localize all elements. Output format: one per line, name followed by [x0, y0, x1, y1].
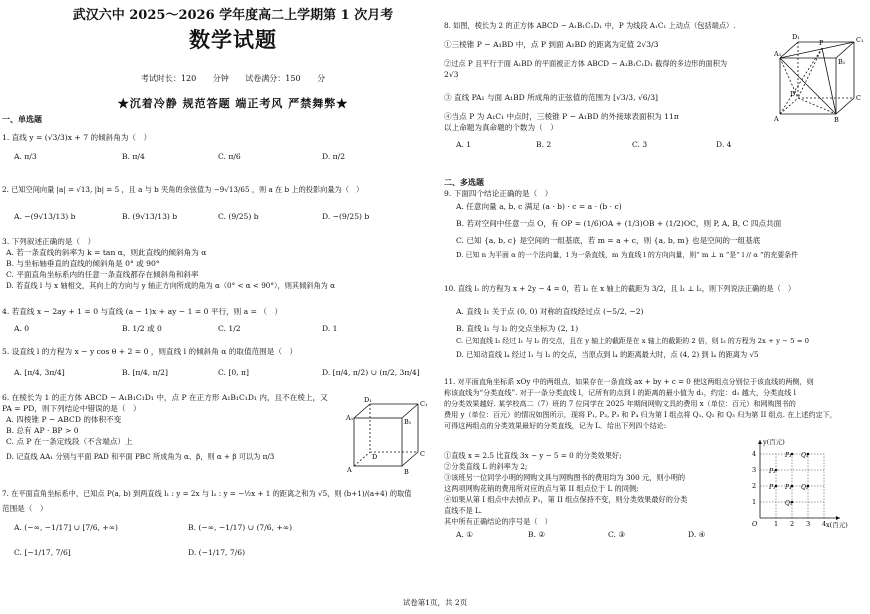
option-a[interactable]: A. 1: [456, 140, 472, 149]
question-4-stem: 4. 若直线 x − 2ay + 1 = 0 与直线 (a − 1)x + ay − 1 = 0 平行，则 a = （ ）: [2, 307, 283, 316]
question-11-stem-1: 11. 对平面直角坐标系 xOy 中的两组点，如果存在一条直线 ax + by + c = 0 使这两组点分别位于该直线的两侧，则: [444, 377, 814, 386]
option-b[interactable]: B. 与坐标轴垂直的直线的倾斜角是 0° 或 90°: [6, 259, 160, 268]
option-a[interactable]: A. −(9√13/13) b: [14, 212, 76, 221]
x-tick-label: 2: [790, 520, 795, 528]
label-c: C: [420, 450, 425, 458]
option-c[interactable]: C. ③: [608, 530, 626, 539]
question-11-stem-2: 称该直线为“分类直线”. 对于一条分类直线 l，记所有的点到 l 的距离的最小值为 d₁，约定：d₁ 越大，分类直线 l: [444, 388, 796, 397]
x-tick-label: 1: [774, 520, 779, 528]
option-b[interactable]: B. 总有 AP · BP > 0: [6, 426, 79, 435]
x-tick-label: 4: [822, 520, 827, 528]
label-d: D: [790, 90, 796, 98]
y-tick-label: 2: [752, 482, 757, 490]
x-axis-arrow: [836, 516, 840, 520]
option-b[interactable]: B. (9√13/13) b: [122, 212, 178, 221]
option-b[interactable]: B. 2: [536, 140, 552, 149]
page-footer: 试卷第1页，共 2页: [402, 598, 468, 607]
option-d[interactable]: D. 1: [322, 324, 338, 333]
option-c[interactable]: C. 1/2: [218, 324, 241, 333]
label-d1: D₁: [364, 396, 372, 404]
label-a1: A₁: [774, 50, 782, 58]
option-a[interactable]: A. [π/4, 3π/4]: [14, 368, 65, 377]
question-5-options: [2, 367, 428, 378]
x-axis-label: x(百元): [826, 521, 848, 529]
option-b[interactable]: B. π/4: [122, 152, 145, 161]
option-b[interactable]: B. [π/4, π/2]: [122, 368, 168, 377]
question-8-stem: 8. 如图，棱长为 2 的正方体 ABCD − A₁B₁C₁D₁ 中，P 为线段 A₁C₁ 上动点（包括端点）.: [444, 21, 736, 30]
statement-2: ②分类直线 L 的斜率为 2;: [444, 462, 528, 471]
question-2: [2, 184, 428, 222]
option-c[interactable]: C. [−1/17, 7/6]: [14, 548, 71, 557]
label-c1: C₁: [856, 36, 864, 44]
statement-4: ④当点 P 为 A₁C₁ 中点时，三棱锥 P − A₁BD 的外接球表面积为 11π: [444, 112, 679, 121]
data-point-label: P₄: [785, 484, 792, 491]
option-d[interactable]: D. 记直线 AA₁ 分别与平面 PAD 和平面 PBC 所成角为 α、β，则 α + β 可以为 π/3: [6, 452, 275, 461]
y-tick-label: 3: [752, 466, 757, 474]
question-11-ask: 其中所有正确结论的序号是（ ）: [444, 517, 552, 526]
question-8: [444, 20, 774, 150]
option-d[interactable]: D. [π/4, π/2) ∪ (π/2, 3π/4]: [322, 368, 420, 377]
question-6-stem-cont: PA = PD，则下列结论中错误的是（ ）: [2, 404, 141, 413]
question-7-options-row1: [2, 522, 428, 533]
x-tick-label: 3: [806, 520, 811, 528]
option-b[interactable]: B. ②: [528, 530, 546, 539]
question-7: [2, 488, 428, 558]
statement-1: ①三棱锥 P − A₁BD 中，点 P 到面 A₁BD 的距离为定值 2√3/3: [444, 40, 659, 49]
option-b[interactable]: B. (−∞, −1/17) ∪ (7/6, +∞): [188, 523, 293, 532]
option-c[interactable]: C. π/6: [218, 152, 241, 161]
question-3: [2, 236, 428, 291]
question-7-stem: 7. 在平面直角坐标系中，已知点 P(a, b) 到两直线 l₁ : y = 2x 与 l₂ : y = −½x + 1 的距离之和为 √5，则 (b+1)/(a+4) 的取值: [2, 489, 412, 498]
label-d: D: [372, 453, 378, 461]
question-11-stem-5: 可得这两组点的分类效果最好的分类直线，记为 L．给出下列四个结论:: [444, 421, 667, 430]
y-tick-label: 4: [752, 450, 757, 458]
y-tick-label: 1: [752, 498, 757, 506]
question-1-options: [2, 151, 428, 162]
question-5: [2, 346, 428, 378]
origin-label: O: [752, 520, 758, 528]
data-point-label: P₃: [785, 452, 792, 459]
label-a: A: [347, 466, 352, 474]
option-d[interactable]: D. 若直线 l 与 x 轴相交，其向上的方向与 y 轴正方向所成的角为 α（0° < α < 90°），则其倾斜角为 α: [6, 281, 336, 290]
option-a[interactable]: A. 直线 l₁ 关于点 (0, 0) 对称的直线经过点 (−5/2, −2): [456, 307, 644, 316]
label-a: A: [774, 115, 779, 123]
option-a[interactable]: A. (−∞, −1/17] ∪ [7/6, +∞): [14, 523, 119, 532]
question-8-ask: 以上命题为真命题的个数为（ ）: [444, 123, 558, 132]
chart-axes: [758, 440, 840, 520]
exam-motto: ★沉着冷静 规范答题 端正考风 严禁舞弊★: [117, 97, 349, 110]
question-7-options-row2: [2, 547, 428, 558]
label-b1: B₁: [838, 58, 846, 66]
data-point-label: Q₁: [785, 500, 793, 507]
option-a[interactable]: A. π/3: [14, 152, 37, 161]
question-7-stem-cont: 范围是（ ）: [2, 504, 48, 513]
label-c1: C₁: [420, 400, 428, 408]
statement-3-cont: 这两项网购花销的费用所对应的点与第 II 组点位于 L 的同侧;: [444, 484, 639, 493]
option-b[interactable]: B. 1/2 或 0: [122, 324, 162, 333]
option-a[interactable]: A. 若一条直线的斜率为 k = tan α，则此直线的倾斜角为 α: [6, 248, 207, 257]
question-2-options: [2, 211, 428, 222]
section-multiple-choice: 二、多选题: [444, 178, 484, 187]
data-point-label: P₂: [769, 468, 776, 475]
data-point-label: Q₂: [801, 484, 809, 491]
option-d[interactable]: D. 已知动直线 l₄ 经过 l₁ 与 l₂ 的交点，当原点到 l₄ 的距离最大时，点 (4, 2) 到 l₄ 的距离为 √5: [456, 350, 759, 359]
score-label: 试卷满分：150 分: [245, 74, 326, 83]
option-c[interactable]: C. 平面直角坐标系内的任意一条直线都存在倾斜角和斜率: [6, 270, 199, 279]
statement-4: ④如果从第 I 组点中去掉点 P₁，第 II 组点保持不变，则分类效果最好的分类: [444, 495, 688, 504]
cube-figure-q6: [344, 396, 426, 478]
label-c: C: [856, 94, 861, 102]
option-c[interactable]: C. 已知 {a, b, c} 是空间的一组基底，若 m = a + c，则 {a, b, m} 也是空间的一组基底: [456, 236, 761, 245]
scatter-chart: [742, 430, 866, 530]
data-point-label: P₁: [769, 484, 776, 491]
question-8-options: [444, 139, 774, 150]
option-c[interactable]: C. 点 P 在一条定线段（不含端点）上: [6, 437, 133, 446]
cube-figure-q8: [774, 30, 864, 122]
chart-points: [768, 452, 809, 507]
label-d1: D₁: [792, 33, 800, 41]
question-9-stem: 9. 下面四个结论正确的是（ ）: [444, 189, 553, 198]
question-4: [2, 306, 428, 334]
statement-4-cont: 直线不是 L.: [444, 506, 483, 515]
option-c[interactable]: C. (9/25) b: [218, 212, 259, 221]
statement-3: ③ 直线 PA₁ 与面 A₁BD 所成角的正弦值的范围为 [√3/3, √6/3]: [444, 93, 658, 102]
label-p: P: [819, 39, 824, 47]
question-6: [2, 392, 352, 462]
statement-1: ①直线 x = 2.5 比直线 3x − y − 5 = 0 的分类效果好;: [444, 451, 622, 460]
question-9: [444, 188, 868, 261]
subject-title: 数学试题: [189, 27, 277, 52]
option-d[interactable]: D. π/2: [322, 152, 346, 161]
option-a[interactable]: A. ①: [456, 530, 474, 539]
option-a[interactable]: A. 0: [14, 324, 30, 333]
question-11-options: [444, 529, 744, 540]
question-11-stem-4: 费用 y（单位：百元）的情况如图所示，现将 P₁, P₂, P₃ 和 P₄ 归为第 I 组点将 Q₁, Q₂ 和 Q₃ 归为第 II 组点. 在上述约定下，: [444, 410, 837, 419]
statement-3: ③该班另一位同学小明的网购文具与网购图书的费用均为 300 元，则小明的: [444, 473, 686, 482]
question-5-stem: 5. 设直线 l 的方程为 x − y cos θ + 2 = 0 ，则直线 l 的倾斜角 α 的取值范围是（ ）: [2, 347, 298, 356]
question-4-options: [2, 323, 428, 334]
statement-2-cont: 2√3: [444, 70, 459, 79]
question-6-stem: 6. 在棱长为 1 的正方体 ABCD − A₁B₁C₁D₁ 中，点 P 在正方形 A₁B₁C₁D₁ 内，且不在棱上，又: [2, 393, 328, 402]
option-c[interactable]: C. 3: [632, 140, 648, 149]
statement-2: ②过点 P 且平行于面 A₁BD 的平面被正方体 ABCD − A₁B₁C₁D₁ 截得的多边形的面积为: [444, 59, 728, 68]
time-label: 考试时长：120 分钟: [140, 74, 229, 83]
option-b[interactable]: B. 若对空间中任意一点 O，有 OP = (1/6)OA + (1/3)OB + (1/2)OC，则 P, A, B, C 四点共面: [456, 219, 782, 228]
option-d[interactable]: D. 已知 n 为平面 α 的一个法向量，l 为一条直线，m 为直线 l 的方向向量，则“ m ⊥ n ”是“ l // α ”的充要条件: [456, 251, 799, 259]
question-11-stem-3: 的分类效果越好. 某学校高二（7）班的 7 位同学在 2025 年期间网购文具的费用 x（单位：百元）和网购图书的: [444, 399, 796, 408]
option-a[interactable]: A. 四棱锥 P − ABCD 的体积不变: [6, 415, 122, 424]
option-c[interactable]: C. [0, π]: [218, 368, 249, 377]
option-c[interactable]: C. 已知直线 l₃ 经过 l₁ 与 l₂ 的交点，且在 y 轴上的截距是在 x 轴上的截距的 2 倍，则 l₃ 的方程为 2x + y − 5 = 0: [456, 337, 810, 345]
label-b: B: [834, 116, 839, 124]
exam-title: 武汉六中 2025～2026 学年度高二上学期第 1 次月考: [72, 8, 394, 23]
option-d[interactable]: D. (−1/17, 7/6): [188, 548, 246, 557]
label-b1: B₁: [404, 418, 412, 426]
question-2-stem: 2. 已知空间向量 |a| = √13, |b| = 5 ，且 a 与 b 夹角的余弦值为 −9√13/65 ，则 a 在 b 上的投影向量为（ ）: [2, 185, 364, 194]
option-d[interactable]: D. 4: [716, 140, 732, 149]
question-10-stem: 10. 直线 l₁ 的方程为 x + 2y − 4 = 0，若 l₂ 在 x 轴上的截距为 3/2，且 l₁ ⊥ l₂，则下列说法正确的是（ ）: [444, 284, 796, 293]
option-d[interactable]: D. −(9/25) b: [322, 212, 370, 221]
y-axis-label: y(百元): [763, 438, 785, 446]
y-axis-arrow: [758, 440, 762, 444]
exam-meta: [44, 73, 422, 84]
question-11: [444, 376, 868, 431]
label-a1: A₁: [346, 414, 354, 422]
question-10: [444, 283, 868, 360]
question-1-stem: 1. 直线 y = (√3/3)x + 7 的倾斜角为（ ）: [2, 133, 152, 142]
question-3-stem: 3. 下列叙述正确的是（ ）: [2, 237, 96, 246]
question-11-statements: [444, 450, 744, 540]
question-1: [2, 132, 428, 162]
option-b[interactable]: B. 直线 l₁ 与 l₂ 的交点坐标为 (2, 1): [456, 324, 579, 333]
data-point-label: Q₃: [801, 452, 809, 459]
label-b: B: [404, 468, 409, 476]
section-single-choice: 一、单选题: [2, 115, 42, 124]
option-d[interactable]: D. ④: [688, 530, 706, 539]
option-a[interactable]: A. 任意向量 a, b, c 满足 (a · b) · c = a · (b · c): [456, 202, 622, 211]
